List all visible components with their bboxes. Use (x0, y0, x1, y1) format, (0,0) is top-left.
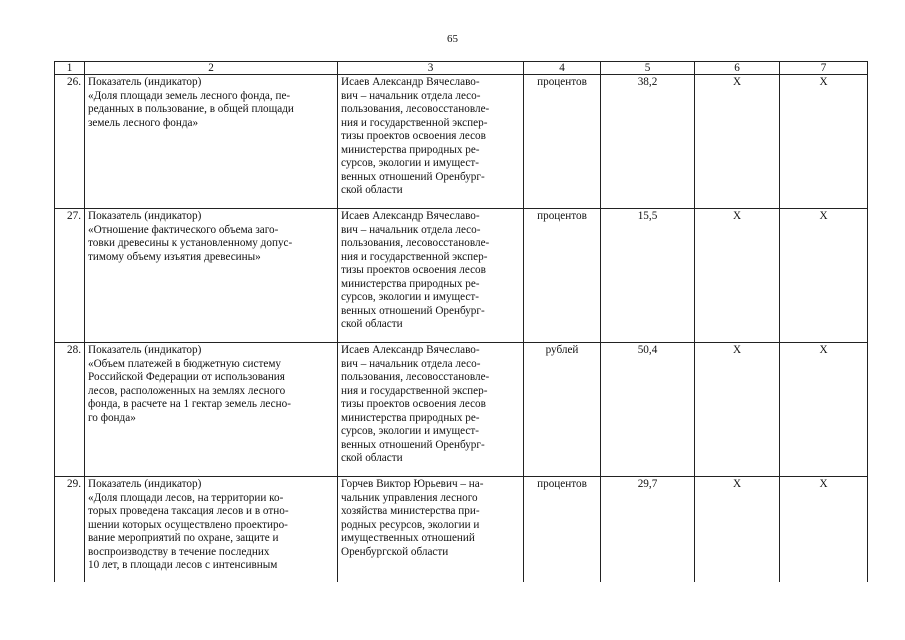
header-row (55, 62, 868, 75)
responsible-cell: Горчев Виктор Юрьевич – на- чальник управления лесного хозяйства министерства при- родных ресурсов, экологии и имущественных отношений Оренбургской области (338, 477, 524, 583)
header-col-3: 3 (338, 62, 524, 75)
row-number: 28. (55, 343, 85, 477)
table-row (55, 209, 868, 343)
table-row (55, 75, 868, 209)
value-cell: 38,2 (601, 75, 695, 209)
unit-cell: рублей (524, 343, 601, 477)
value-cell: 29,7 (601, 477, 695, 583)
header-col-2: 2 (85, 62, 338, 75)
value-cell: 15,5 (601, 209, 695, 343)
table-row (55, 477, 868, 583)
col7-cell: X (780, 343, 868, 477)
col7-cell: X (780, 477, 868, 583)
indicator-cell: Показатель (индикатор) «Объем платежей в бюджетную систему Российской Федерации от использования лесов, расположенных на землях лесного фонда, в расчете на 1 гектар земель лесно- го фонда» (85, 343, 338, 477)
unit-cell: процентов (524, 75, 601, 209)
col6-cell: X (695, 343, 780, 477)
page-number: 65 (447, 33, 458, 45)
row-number: 27. (55, 209, 85, 343)
col6-cell: X (695, 209, 780, 343)
header-col-4: 4 (524, 62, 601, 75)
indicator-cell: Показатель (индикатор) «Доля площади лесов, на территории ко- торых проведена таксация лесов и в отно- шении которых осуществлено проектиро- вание мероприятий по охране, защите и воспроизводству в течение последних 10 лет, в площади лесов с интенсивным (85, 477, 338, 583)
table-row (55, 343, 868, 477)
responsible-cell: Исаев Александр Вячеславо- вич – начальник отдела лесо- пользования, лесовосстановле- ния и государственной экспер- тизы проектов освоения лесов министерства природных ре- сурсов, экологии и имущест- венных отношений Оренбург- ской области (338, 343, 524, 477)
header-col-1: 1 (55, 62, 85, 75)
col7-cell: X (780, 209, 868, 343)
unit-cell: процентов (524, 209, 601, 343)
indicators-table (54, 61, 868, 582)
header-col-5: 5 (601, 62, 695, 75)
header-col-6: 6 (695, 62, 780, 75)
indicator-cell: Показатель (индикатор) «Доля площади земель лесного фонда, пе- реданных в пользование, в общей площади земель лесного фонда» (85, 75, 338, 209)
row-number: 29. (55, 477, 85, 583)
header-col-7: 7 (780, 62, 868, 75)
indicator-cell: Показатель (индикатор) «Отношение фактического объема заго- товки древесины к установленному допус- тимому объему изъятия древесины» (85, 209, 338, 343)
row-number: 26. (55, 75, 85, 209)
responsible-cell: Исаев Александр Вячеславо- вич – начальник отдела лесо- пользования, лесовосстановле- ния и государственной экспер- тизы проектов освоения лесов министерства природных ре- сурсов, экологии и имущест- венных отношений Оренбург- ской области (338, 75, 524, 209)
unit-cell: процентов (524, 477, 601, 583)
responsible-cell: Исаев Александр Вячеславо- вич – начальник отдела лесо- пользования, лесовосстановле- ния и государственной экспер- тизы проектов освоения лесов министерства природных ре- сурсов, экологии и имущест- венных отношений Оренбург- ской области (338, 209, 524, 343)
col7-cell: X (780, 75, 868, 209)
col6-cell: X (695, 75, 780, 209)
col6-cell: X (695, 477, 780, 583)
value-cell: 50,4 (601, 343, 695, 477)
